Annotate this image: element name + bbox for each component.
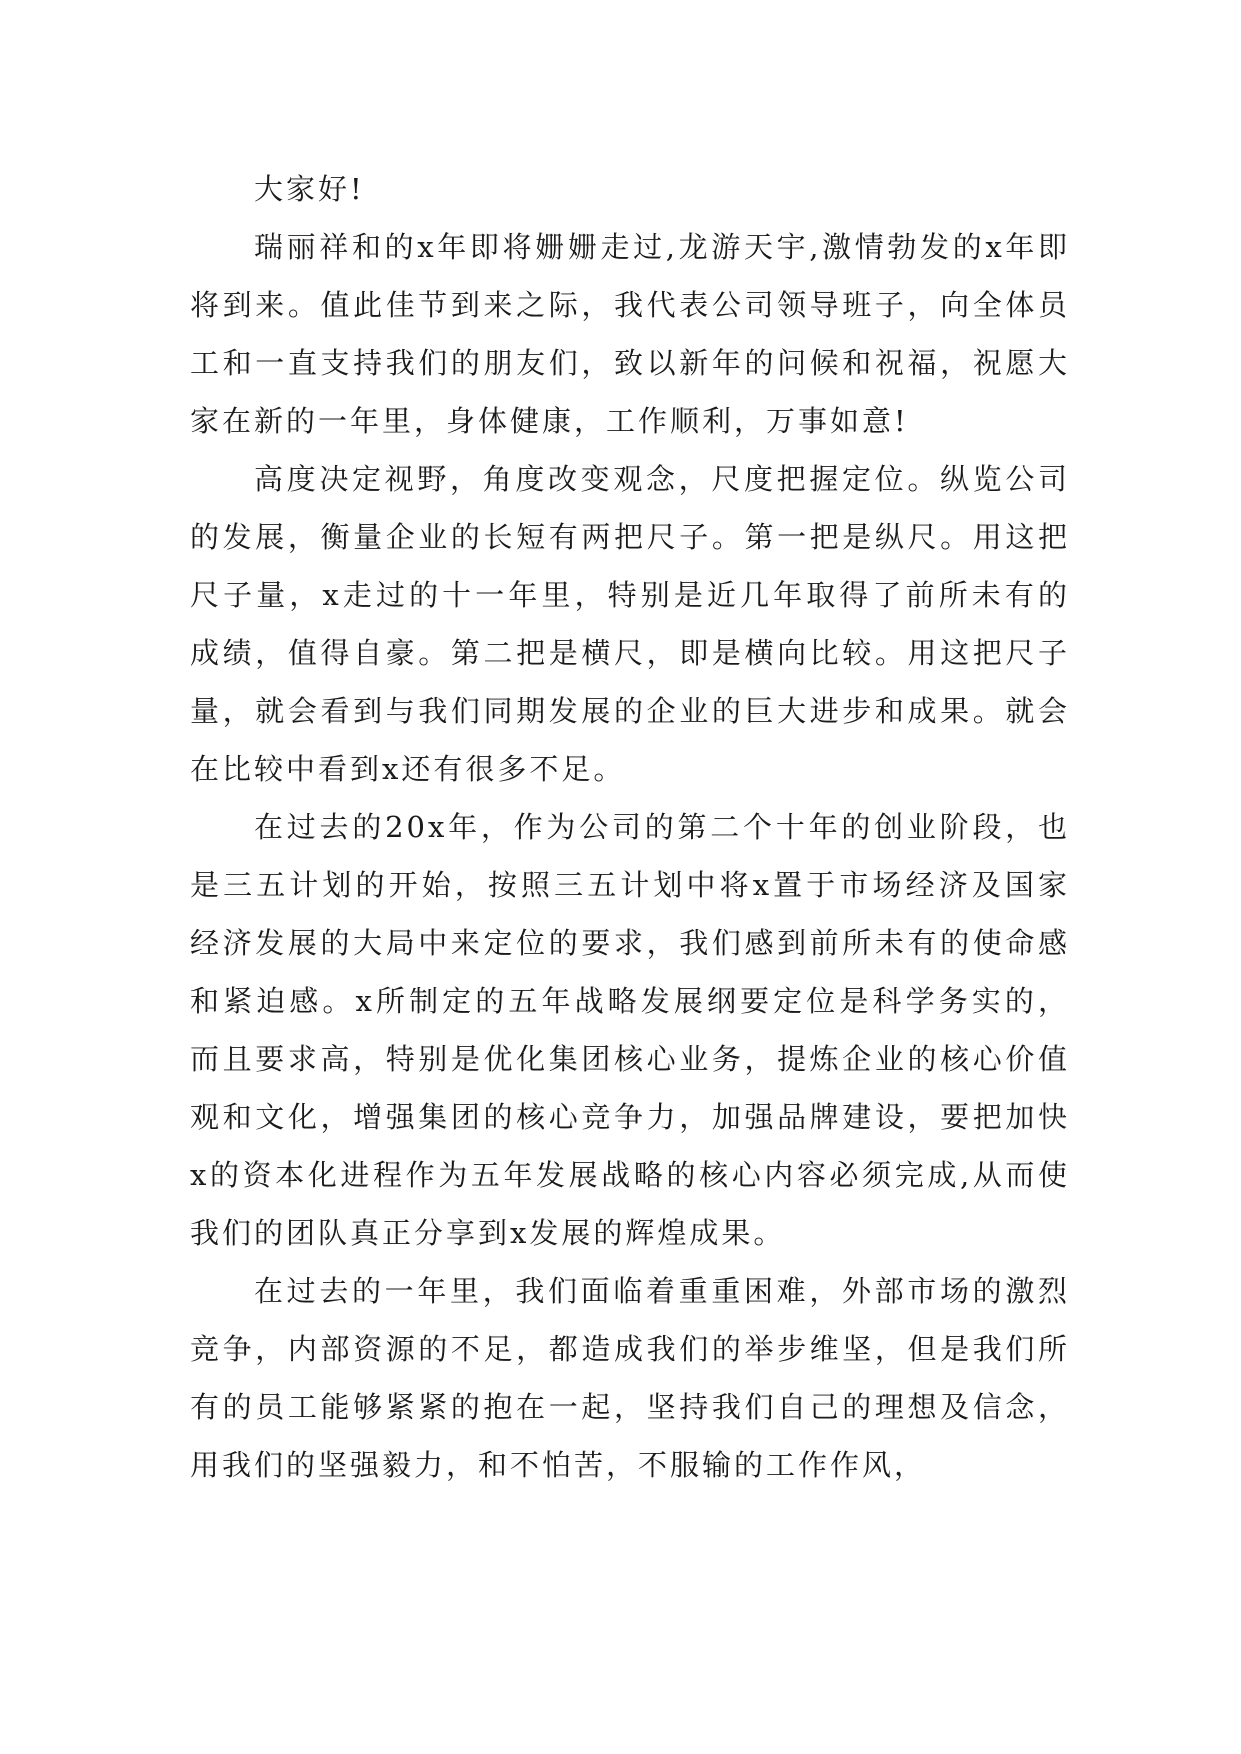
paragraph-five-year-plan: 在过去的20x年，作为公司的第二个十年的创业阶段，也是三五计划的开始，按照三五计划中将x置于市场经济及国家经济发展的大局中来定位的要求，我们感到前所未有的使命感和紧迫感。x所制定的五年战略发展纲要定位是科学务实的，而且要求高，特别是优化集团核心业务，提炼企业的核心价值观和文化，增强集团的核心竞争力，加强品牌建设，要把加快x的资本化进程作为五年发展战略的核心内容必须完成,从而使我们的团队真正分享到x发展的辉煌成果。 <box>190 810 1070 1250</box>
paragraph-past-year-difficulties: 在过去的一年里，我们面临着重重困难，外部市场的激烈竞争，内部资源的不足，都造成我们的举步维坚，但是我们所有的员工能够紧紧的抱在一起，坚持我们自己的理想及信念，用我们的坚强毅力，和不怕苦，不服输的工作作风， <box>190 1274 1070 1482</box>
paragraph-two-rulers: 高度决定视野，角度改变观念，尺度把握定位。纵览公司的发展，衡量企业的长短有两把尺子。第一把是纵尺。用这把尺子量，x走过的十一年里，特别是近几年取得了前所未有的成绩，值得自豪。第二把是横尺，即是横向比较。用这把尺子量，就会看到与我们同期发展的企业的巨大进步和成果。就会在比较中看到x还有很多不足。 <box>190 462 1070 786</box>
greeting-line: 大家好! <box>254 172 365 206</box>
document-body <box>190 160 1070 1494</box>
paragraph-new-year-wishes: 瑞丽祥和的x年即将姗姗走过,龙游天宇,激情勃发的x年即将到来。值此佳节到来之际，我代表公司领导班子，向全体员工和一直支持我们的朋友们，致以新年的问候和祝福，祝愿大家在新的一年里，身体健康，工作顺利，万事如意! <box>190 230 1070 438</box>
